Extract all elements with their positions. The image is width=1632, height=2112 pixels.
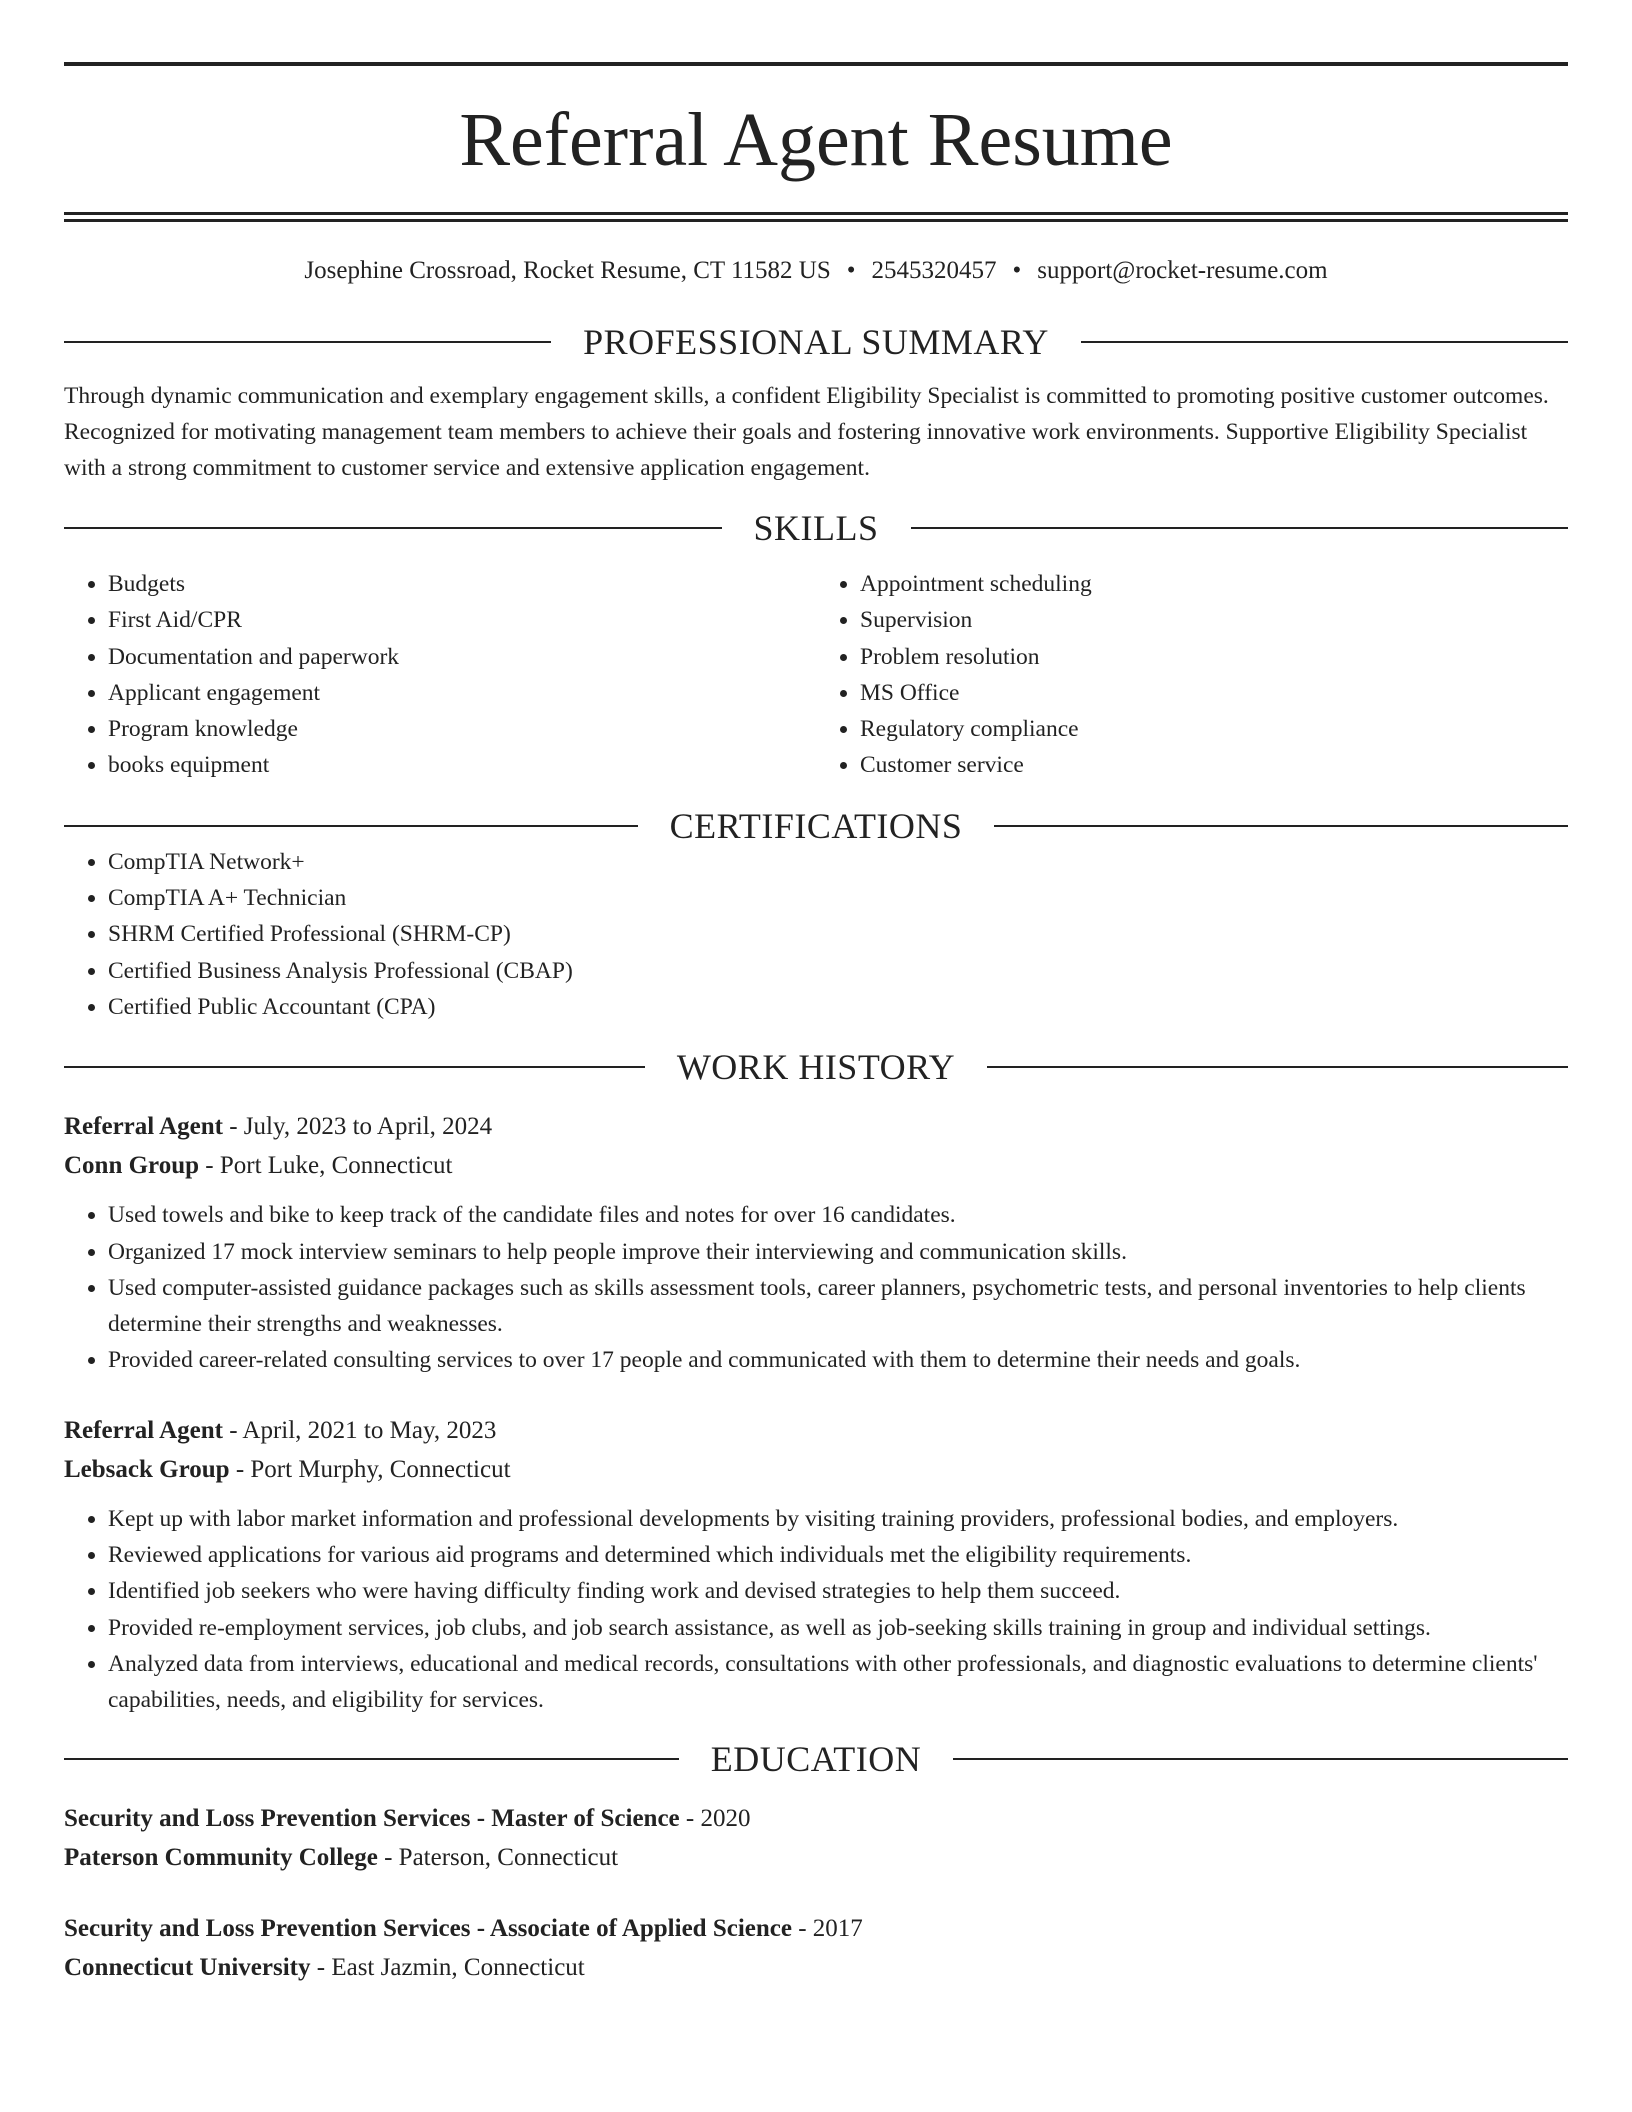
heading-rule-left bbox=[64, 1758, 679, 1760]
education-location: - Paterson, Connecticut bbox=[377, 1843, 619, 1871]
contact-address: Josephine Crossroad, Rocket Resume, CT 11582 US bbox=[304, 257, 831, 284]
job-title-line bbox=[64, 1411, 1568, 1450]
job-entry bbox=[64, 1107, 1568, 1378]
job-company: Lebsack Group bbox=[64, 1455, 230, 1483]
certification-item: • CompTIA A+ Technician bbox=[108, 880, 1568, 916]
heading-rule-left bbox=[64, 527, 722, 529]
job-company-line bbox=[64, 1450, 1568, 1489]
skill-item: • Supervision bbox=[860, 602, 1568, 638]
job-entry bbox=[64, 1411, 1568, 1719]
certification-item: • Certified Public Accountant (CPA) bbox=[108, 989, 1568, 1025]
job-bullet: • Reviewed applications for various aid programs and determined which individuals met the eligibility requirements. bbox=[108, 1537, 1568, 1573]
job-bullet: • Used computer-assisted guidance packages such as skills assessment tools, career planners, psychometric tests, and personal inventories to help clients determine their strengths and weaknesses. bbox=[108, 1270, 1568, 1343]
job-bullet: • Provided career-related consulting services to over 17 people and communicated with them to determine their needs and goals. bbox=[108, 1342, 1568, 1378]
section-heading-work bbox=[64, 1047, 1568, 1088]
education-location: - East Jazmin, Connecticut bbox=[310, 1953, 585, 1981]
contact-phone: 2545320457 bbox=[871, 257, 997, 284]
contact-line bbox=[64, 256, 1568, 286]
education-entry bbox=[64, 1909, 1568, 1987]
skill-item: • Problem resolution bbox=[860, 639, 1568, 675]
skill-item: • Program knowledge bbox=[108, 711, 816, 747]
skill-item: • MS Office bbox=[860, 675, 1568, 711]
job-location: - Port Luke, Connecticut bbox=[199, 1152, 453, 1180]
education-school: Connecticut University bbox=[64, 1953, 311, 1981]
job-bullet: • Kept up with labor market information and professional developments by visiting training providers, professional bodies, and employers. bbox=[108, 1501, 1568, 1537]
skill-item: • Regulatory compliance bbox=[860, 711, 1568, 747]
job-title-line bbox=[64, 1107, 1568, 1146]
skills-list-right bbox=[816, 566, 1568, 784]
heading-rule-left bbox=[64, 825, 638, 827]
heading-rule-right bbox=[1081, 341, 1568, 343]
contact-separator: • bbox=[846, 257, 856, 284]
skill-item: • Appointment scheduling bbox=[860, 566, 1568, 602]
education-degree-line bbox=[64, 1909, 1568, 1948]
job-bullet: • Analyzed data from interviews, educational and medical records, consultations with other professionals, and diagnostic evaluations to determine clients' capabilities, needs, and eligibility for services. bbox=[108, 1646, 1568, 1719]
section-title: CERTIFICATIONS bbox=[669, 805, 963, 846]
education-year: - 2020 bbox=[679, 1804, 751, 1832]
heading-rule-right bbox=[994, 825, 1568, 827]
section-heading-skills bbox=[64, 510, 1568, 546]
job-bullets bbox=[64, 1501, 1568, 1719]
job-bullets bbox=[64, 1197, 1568, 1378]
job-bullet: • Used towels and bike to keep track of the candidate files and notes for over 16 candidates. bbox=[108, 1197, 1568, 1233]
skill-item: • Budgets bbox=[108, 566, 816, 602]
section-title: EDUCATION bbox=[710, 1738, 922, 1779]
job-company: Conn Group bbox=[64, 1152, 200, 1180]
heading-rule-left bbox=[64, 1066, 645, 1068]
job-title: Referral Agent bbox=[64, 1416, 223, 1444]
education-year: - 2017 bbox=[791, 1914, 863, 1942]
heading-rule-right bbox=[953, 1758, 1568, 1760]
education-degree: Security and Loss Prevention Services - Master of Science bbox=[64, 1804, 680, 1832]
job-bullet: • Organized 17 mock interview seminars to help people improve their interviewing and communication skills. bbox=[108, 1234, 1568, 1270]
certification-item: • Certified Business Analysis Professional (CBAP) bbox=[108, 953, 1568, 989]
section-heading-certifications bbox=[64, 805, 1568, 846]
contact-separator: • bbox=[1012, 257, 1022, 284]
education-school: Paterson Community College bbox=[64, 1843, 378, 1871]
section-title: PROFESSIONAL SUMMARY bbox=[583, 322, 1049, 362]
education-degree: Security and Loss Prevention Services - Associate of Applied Science bbox=[64, 1914, 792, 1942]
section-heading-summary bbox=[64, 324, 1568, 360]
top-rule bbox=[64, 62, 1568, 66]
section-heading-education bbox=[64, 1738, 1568, 1779]
heading-rule-right bbox=[987, 1066, 1568, 1068]
certification-item: • CompTIA Network+ bbox=[108, 844, 1568, 880]
skill-item: • Applicant engagement bbox=[108, 675, 816, 711]
heading-rule-left bbox=[64, 341, 551, 343]
skill-item: • Customer service bbox=[860, 747, 1568, 783]
education-list bbox=[64, 1799, 1568, 1987]
skills-columns bbox=[64, 566, 1568, 784]
job-bullet: • Provided re-employment services, job clubs, and job search assistance, as well as job-seeking skills training in group and individual settings. bbox=[108, 1610, 1568, 1646]
job-bullet: • Identified job seekers who were having difficulty finding work and devised strategies to help them succeed. bbox=[108, 1573, 1568, 1609]
section-title: SKILLS bbox=[753, 508, 879, 548]
education-degree-line bbox=[64, 1799, 1568, 1838]
job-location: - Port Murphy, Connecticut bbox=[229, 1455, 511, 1483]
skill-item: • First Aid/CPR bbox=[108, 602, 816, 638]
skill-item: • books equipment bbox=[108, 747, 816, 783]
section-title: WORK HISTORY bbox=[676, 1047, 956, 1088]
heading-rule-right bbox=[911, 527, 1569, 529]
job-dates: - April, 2021 to May, 2023 bbox=[222, 1416, 497, 1444]
education-school-line bbox=[64, 1948, 1568, 1987]
job-company-line bbox=[64, 1146, 1568, 1185]
contact-email: support@rocket-resume.com bbox=[1037, 257, 1328, 284]
certifications-list bbox=[64, 844, 1568, 1025]
certification-item: • SHRM Certified Professional (SHRM-CP) bbox=[108, 916, 1568, 952]
work-history-list bbox=[64, 1107, 1568, 1718]
summary-text: Through dynamic communication and exemplary engagement skills, a confident Eligibility Specialist is committed to promoting positive customer outcomes. Recognized for motivating management team members to achieve their goals and fostering innovative work environments. Supportive Eligibility Specialist with a strong commitment to customer service and extensive application engagement. bbox=[64, 383, 1549, 481]
education-school-line bbox=[64, 1838, 1568, 1877]
job-dates: - July, 2023 to April, 2024 bbox=[222, 1113, 493, 1141]
resume-title: Referral Agent Resume bbox=[459, 98, 1173, 182]
job-title: Referral Agent bbox=[64, 1113, 223, 1141]
title-double-rule bbox=[64, 212, 1568, 222]
education-entry bbox=[64, 1799, 1568, 1877]
skill-item: • Documentation and paperwork bbox=[108, 639, 816, 675]
skills-list-left bbox=[64, 566, 816, 784]
